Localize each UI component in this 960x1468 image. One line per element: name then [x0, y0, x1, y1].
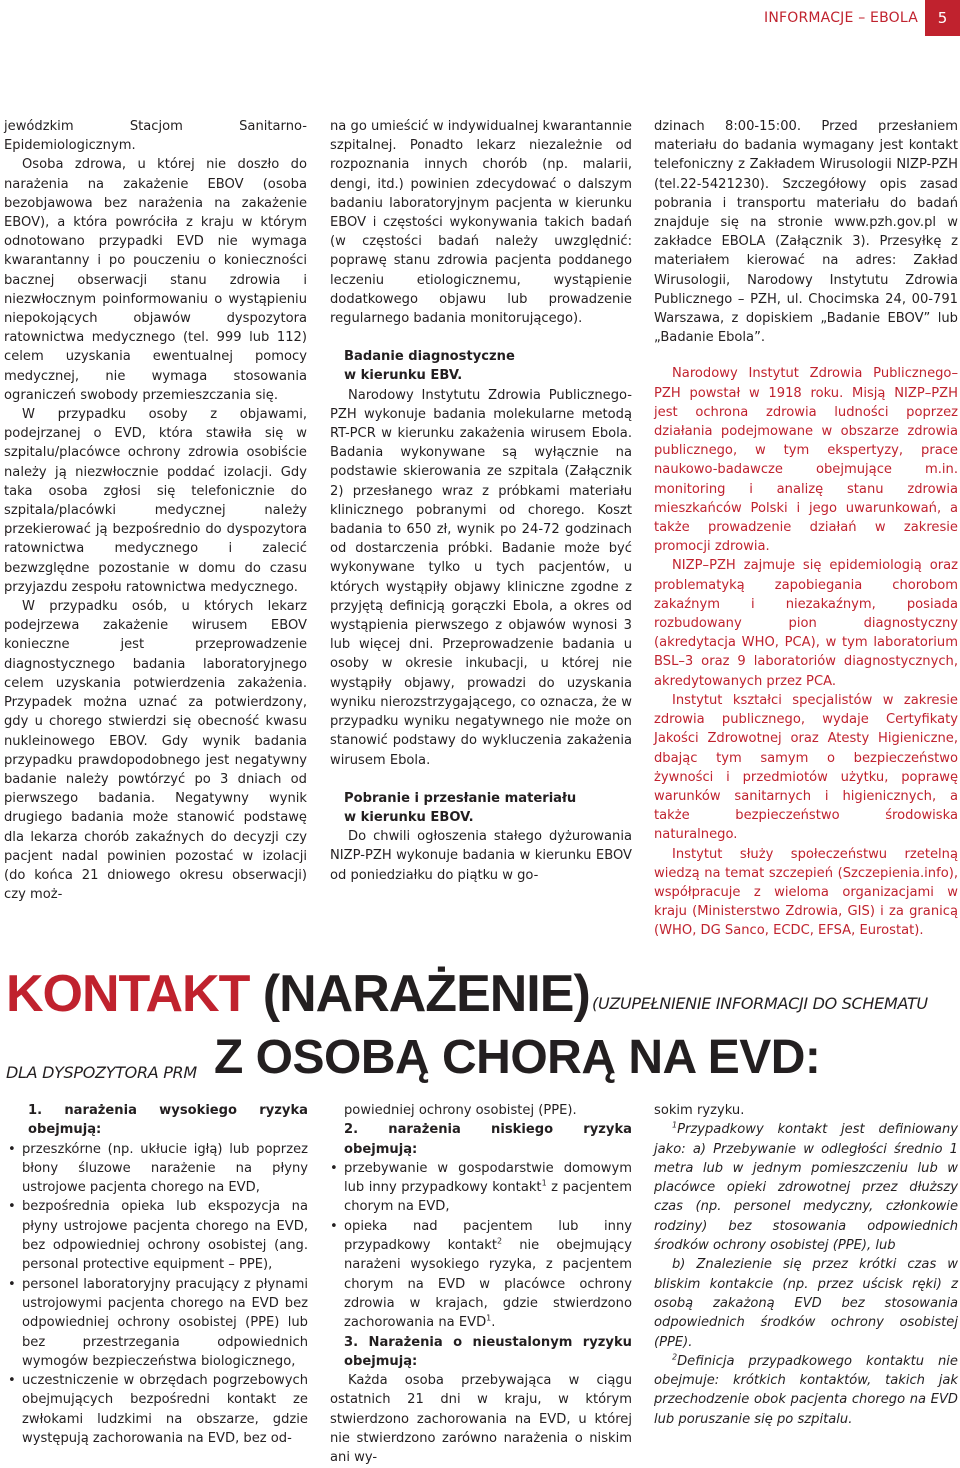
title-note-2: DLA DYSPOZYTORA PRM	[6, 1063, 197, 1082]
title-kontakt: KONTAKT	[6, 965, 263, 1023]
footnote: b) Znalezienie się przez krótki czas w bliskim kontakcie (np. przez uścisk ręki) z osobą zakażoną EVD bez stosowania odpowiednich środków ochrony osobistej (PPE).	[654, 1257, 958, 1350]
section-header: INFORMACJE – EBOLA	[764, 10, 918, 26]
column-2	[330, 117, 632, 885]
list-heading: 1. narażenia wysokiego ryzyka obejmują:	[28, 1103, 308, 1138]
list-heading: 3. Narażenia o nieustalonym ryzyku obejmują:	[344, 1334, 632, 1369]
institute-paragraph: NIZP–PZH zajmuje się epidemiologią oraz problematyką zapobiegania chorobom zakaźnym i niezakaźnym, posiada rozbudowany pion diagnostyczny (akredytacja WHO, PCA), w tym laboratorium BSL–3 oraz 9 laboratoriów diagnostycznych, akredytowanych przez PCA.	[654, 558, 958, 689]
paragraph: sokim ryzyku.	[654, 1103, 745, 1118]
paragraph: W przypadku osób, u których lekarz podejrzewa zakażenie wirusem EBOV konieczne jest przeprowadzenie diagnostycznego badania laboratoryjnego celem uzyskania potwierdzenia zakażenia. Przypadek można uznać za potwierdzony, gdy u chorego stwierdzi się obecność kwasu nukleinowego EBOV. Gdy wynik badania przypadku prawdopodobnego jest negatywny badanie należy powtórzyć po 3 dniach od pierwszego badania. Negatywny wynik drugiego badania może stanowić podstawę dla lekarza chorób zakaźnych do decyzji czy pacjent nadal powinien pozostać w izolacji (do końca 21 dniowego okresu obserwacji) czy moż-	[4, 599, 307, 903]
bullet-list	[330, 1159, 632, 1333]
paragraph: Narodowy Instytutu Zdrowia Publicznego-PZH wykonuje badania molekularne metodą RT-PCR w kierunku zakażenia wirusem Ebola. Badania wykonywane są wyłącznie na podstawie skierowania ze szpitala (Załącznik 2) przesłanego wraz z próbkami materiału klinicznego pobranymi od chorego. Koszt badania to 650 zł, wynik po 24-72 godzinach od dostarczenia próbki. Badanie może być wykonywane tylko u tych pacjentów, u których wystąpiły objawy kliniczne zgodne z przyjętą definicją gorączki Ebola, a okres od wystąpienia pierwszego z objawów wynosi 3 lub więcej dni. Przeprowadzenie badania u osoby w okresie inkubacji, u której nie wystąpiły objawy, prowadzi do uzyskania wyniku nierozstrzygającego, co oznacza, że w przypadku wyniku negatywnego nie może on stanowić podstawy do wykluczenia zakażenia wirusem Ebola.	[330, 387, 632, 768]
title-line-2: Z OSOBĄ CHORĄ NA EVD:	[214, 1031, 821, 1084]
institute-paragraph: Narodowy Instytut Zdrowia Publicznego–PZH powstał w 1918 roku. Misją NIZP–PZH jest ochrona zdrowia ludności poprzez działania podejmowane w obszarze zdrowia publicznego, w tym ekspertyzy, prace naukowo-badawcze obejmujące m.in. monitoring i analizę stanu zdrowia mieszkańców Polski i jego uwarunkowań, a także prowadzenie działań w zakresie promocji zdrowia.	[654, 366, 958, 555]
page-number: 5	[925, 0, 960, 36]
list-item: • przebywanie w gospodarstwie domowym lub inny przypadkowy kontakt$^1$ z pacjentem chorym na EVD,	[330, 1159, 632, 1217]
title-line-1	[6, 964, 590, 1024]
paragraph: Każda osoba przebywająca w ciągu ostatnich 21 dni w kraju, w którym stwierdzono zachorowania na EVD, u której nie stwierdzono zarówno narażenia o niskim ani wy-	[330, 1373, 632, 1466]
lower-column-2	[330, 1101, 632, 1468]
paragraph: Osoba zdrowa, u której nie doszło do narażenia na zakażenie EBOV (osoba bezobjawowa bez narażenia na zakażenie EBOV), a która powróciła z kraju w którym odnotowano przypadki EVD nie wymaga kwarantanny i po pouczeniu o konieczności bacznej obserwacji stanu zdrowia i niezwłocznym poinformowaniu o wystąpieniu niepokojących objawów dyspozytora ratownictwa medycznego (tel. 999 lub 112) celem uzyskania ewentualnej pomocy medycznej, nie wymaga stosowania ograniczeń swobody przemieszczania się.	[4, 157, 307, 403]
list-item: • bezpośrednia opieka lub ekspozycja na płyny ustrojowe pacjenta chorego na EVD, bez odpowiedniej ochrony osobistej (ang. personal protective equipment – PPE),	[8, 1197, 308, 1274]
section-heading: w kierunku EBV.	[344, 368, 463, 384]
list-item: • uczestniczenie w obrzędach pogrzebowych obejmujących bezpośredni kontakt ze zwłokami ludzkimi na obszarze, gdzie występują zachorowania na EVD, bez od-	[8, 1371, 308, 1448]
lower-column-1	[8, 1101, 308, 1448]
section-heading: w kierunku EBOV.	[344, 809, 474, 825]
title-note-1: (UZUPEŁNIENIE INFORMACJI DO SCHEMATU	[592, 994, 928, 1013]
list-continuation: powiedniej ochrony osobistej (PPE).	[344, 1103, 577, 1118]
paragraph: W przypadku osoby z objawami, podejrzanej o EVD, która stawiła się w szpitalu/placówce ochrony zdrowia osobiście należy ją niezwłocznie poddać izolacji. Gdy taka osoba zgłosi się telefonicznie do szpitala/placówki medycznej należy przekierować ją bezpośrednio do dyspozytora ratownictwa medycznego i zalecić bezwzględne pozostanie w domu do czasu przyjazdu zespołu ratownictwa medycznego.	[4, 407, 307, 595]
list-heading: 2. narażenia niskiego ryzyka obejmują:	[344, 1122, 632, 1157]
list-item: • personel laboratoryjny pracujący z płynami ustrojowymi pacjenta chorego na EVD bez odpowiedniej ochrony osobistej (PPE) lub bez przestrzegania odpowiednich wymogów bezpieczeństwa biologicznego,	[8, 1275, 308, 1371]
list-item: • opieka nad pacjentem lub inny przypadkowy kontakt$^2$ nie obejmujący narażeni wysokiego ryzyka, z pacjentem chorym na EVD w placówce ochrony zdrowia w krajach, gdzie stwierdzono zachorowania na EVD$^1$.	[330, 1217, 632, 1333]
paragraph: Do chwili ogłoszenia stałego dyżurowania NIZP-PZH wykonuje badania w kierunku EBOV od poniedziałku do piątku w go-	[330, 829, 632, 883]
paragraph: na go umieścić w indywidualnej kwarantannie szpitalnej. Ponadto lekarz niezależnie od rozpoznania innych chorób (np. malarii, dengi, itd.) powinien zdecydować o dalszym badaniu laboratoryjnym pacjenta w kierunku EBOV i częstości wykonywania takich badań (w częstości badań należy uwzględnić: poprawę stanu zdrowia pacjenta poddanego leczeniu etiologicznemu, wystąpienie dodatkowego objawu lub prowadzenie regularnego badania monitorującego).	[330, 119, 632, 327]
list-item: • przeszkórne (np. ukłucie igłą) lub poprzez błony śluzowe narażenie na płyny ustrojowe pacjenta chorego na EVD,	[8, 1140, 308, 1198]
institute-paragraph: Instytut kształci specjalistów w zakresie zdrowia publicznego, wydaje Certyfikaty Jakości Zdrowotnej oraz Atesty Higieniczne, dbając tym samym o bezpieczeństwo żywności i przedmiotów użytku, poprawę warunków sanitarnych i higienicznych, a także bezpieczeństwo środowiska naturalnego.	[654, 692, 958, 843]
section-heading: Badanie diagnostyczne	[344, 349, 515, 365]
institute-paragraph: Instytut służy społeczeństwu rzetelną wiedzą na temat szczepień (Szczepienia.info), współpracuje z wieloma organizacjami w kraju (Ministerstwo Zdrowia, GIS) i za granicą (WHO, DG Sanco, ECDC, EFSA, Eurostat).	[654, 846, 958, 939]
lower-column-3	[654, 1101, 958, 1429]
paragraph: dzinach 8:00-15:00. Przed przesłaniem materiału do badania wymagany jest kontakt telefoniczny z Zakładem Wirusologii NIZP-PZH (tel.22-5421230). Szczegółowy opis zasad pobrania i transportu materiału do badań znajduje się na stronie www.pzh.gov.pl w zakładce EBOLA (Załącznik 3). Przesyłkę z materiałem kierować na adres: Zakład Wirusologii, Narodowy Instytutu Zdrowia Publicznego – PZH, ul. Chocimska 24, 00-791 Warszawa, z dopiskiem „Badanie EBOV” lub „Badanie Ebola”.	[654, 119, 958, 346]
footnote: $^1$Przypadkowy kontakt jest definiowany jako: a) Przebywanie w odległości średnio 1 metra lub w jednym pomieszczeniu lub w placówce opieki zdrowotnej przez dłuższy czas (np. personel medyczny, członkowie rodziny) bez stosowania odpowiednich środków ochrony osobistej (PPE), lub	[654, 1120, 958, 1254]
bullet-list	[8, 1140, 308, 1449]
section-heading: Pobranie i przesłanie materiału	[344, 790, 577, 806]
column-1	[4, 117, 307, 904]
footnote: $^2$Definicja przypadkowego kontaktu nie obejmuje: krótkich kontaktów, takich jak przechodzenie obok pacjenta chorego na EVD lub poruszanie się po szpitalu.	[654, 1352, 958, 1427]
column-3	[654, 117, 958, 941]
paragraph: jewódzkim Stacjom Sanitarno-Epidemiologicznym.	[4, 119, 307, 154]
title-narazenie: (NARAŻENIE)	[262, 965, 590, 1023]
